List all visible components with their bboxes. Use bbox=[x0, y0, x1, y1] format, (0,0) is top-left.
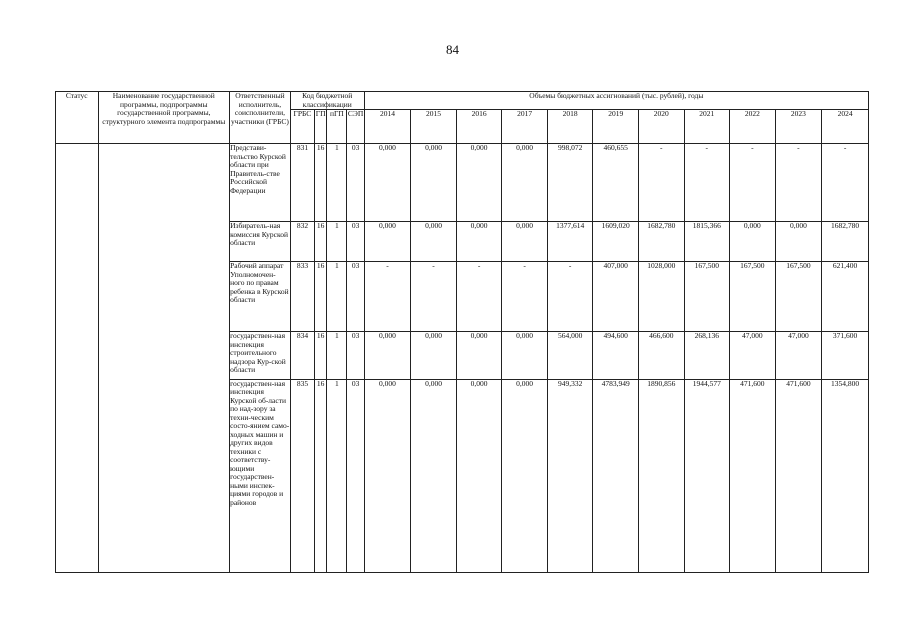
header-name: Наименование государственной программы, подпрограммы государственной программы, структурного элемента подпрограммы bbox=[98, 92, 230, 144]
executor-cell: Представи-тельство Курской области при Правитель-стве Российской Федерации bbox=[230, 144, 291, 222]
header-code-group: Код бюджетной классификации bbox=[290, 92, 364, 110]
value-cell: 1944,577 bbox=[684, 379, 730, 572]
value-cell: 0,000 bbox=[411, 144, 457, 222]
header-year: 2024 bbox=[822, 110, 869, 144]
value-cell: 0,000 bbox=[456, 144, 502, 222]
value-cell: - bbox=[775, 144, 822, 222]
code-cell: 16 bbox=[315, 262, 327, 332]
value-cell: 466,600 bbox=[638, 332, 684, 379]
page-number: 84 bbox=[446, 42, 459, 57]
value-cell: 4783,949 bbox=[593, 379, 639, 572]
code-cell: 03 bbox=[347, 144, 364, 222]
value-cell: 0,000 bbox=[456, 332, 502, 379]
header-year: 2018 bbox=[547, 110, 593, 144]
value-cell: 167,500 bbox=[775, 262, 822, 332]
header-year: 2022 bbox=[730, 110, 776, 144]
table-row bbox=[56, 144, 869, 222]
header-code-sep: СЭП bbox=[347, 110, 364, 144]
value-cell: 1377,614 bbox=[547, 222, 593, 262]
value-cell: - bbox=[822, 144, 869, 222]
name-cell bbox=[98, 144, 230, 573]
value-cell: - bbox=[684, 144, 730, 222]
value-cell: 1890,856 bbox=[638, 379, 684, 572]
code-cell: 1 bbox=[327, 222, 347, 262]
code-cell: 833 bbox=[290, 262, 314, 332]
executor-cell: государствен-ная инспекция Курской об-ласти по над-зору за техни-ческим состо-янием само-ходных машин и других видов техники с соответству-ющими государствен-ными инспек-циями городов и районов bbox=[230, 379, 291, 572]
value-cell: 471,600 bbox=[775, 379, 822, 572]
budget-table bbox=[55, 91, 869, 573]
value-cell: 949,332 bbox=[547, 379, 593, 572]
code-cell: 16 bbox=[315, 144, 327, 222]
value-cell: 1028,000 bbox=[638, 262, 684, 332]
value-cell: 47,000 bbox=[730, 332, 776, 379]
value-cell: 460,655 bbox=[593, 144, 639, 222]
value-cell: 1609,020 bbox=[593, 222, 639, 262]
header-year: 2023 bbox=[775, 110, 822, 144]
code-cell: 16 bbox=[315, 332, 327, 379]
value-cell: 0,000 bbox=[456, 379, 502, 572]
code-cell: 1 bbox=[327, 262, 347, 332]
value-cell: 0,000 bbox=[456, 222, 502, 262]
value-cell: 1682,780 bbox=[822, 222, 869, 262]
header-year: 2016 bbox=[456, 110, 502, 144]
value-cell: 407,000 bbox=[593, 262, 639, 332]
value-cell: - bbox=[364, 262, 411, 332]
code-cell: 834 bbox=[290, 332, 314, 379]
value-cell: - bbox=[547, 262, 593, 332]
code-cell: 03 bbox=[347, 379, 364, 572]
code-cell: 03 bbox=[347, 332, 364, 379]
value-cell: 167,500 bbox=[730, 262, 776, 332]
value-cell: 0,000 bbox=[411, 222, 457, 262]
value-cell: - bbox=[502, 262, 548, 332]
value-cell: 0,000 bbox=[364, 379, 411, 572]
code-cell: 03 bbox=[347, 262, 364, 332]
value-cell: 0,000 bbox=[775, 222, 822, 262]
code-cell: 03 bbox=[347, 222, 364, 262]
value-cell: 0,000 bbox=[502, 144, 548, 222]
header-volumes-group: Объемы бюджетных ассигнований (тыс. рублей), годы bbox=[364, 92, 868, 110]
value-cell: 167,500 bbox=[684, 262, 730, 332]
value-cell: 0,000 bbox=[411, 379, 457, 572]
header-code-pgp: пГП bbox=[327, 110, 347, 144]
value-cell: 0,000 bbox=[730, 222, 776, 262]
code-cell: 1 bbox=[327, 144, 347, 222]
value-cell: 1815,366 bbox=[684, 222, 730, 262]
code-cell: 835 bbox=[290, 379, 314, 572]
value-cell: 0,000 bbox=[364, 222, 411, 262]
code-cell: 16 bbox=[315, 222, 327, 262]
header-code-grbs: ГРБС bbox=[290, 110, 314, 144]
value-cell: 0,000 bbox=[502, 222, 548, 262]
code-cell: 831 bbox=[290, 144, 314, 222]
value-cell: 494,600 bbox=[593, 332, 639, 379]
status-cell bbox=[56, 144, 99, 573]
header-year: 2019 bbox=[593, 110, 639, 144]
value-cell: 471,600 bbox=[730, 379, 776, 572]
header-year: 2017 bbox=[502, 110, 548, 144]
value-cell: 0,000 bbox=[364, 332, 411, 379]
code-cell: 1 bbox=[327, 332, 347, 379]
value-cell: 371,600 bbox=[822, 332, 869, 379]
header-executor: Ответственный исполнитель, соисполнители, участники (ГРБС) bbox=[230, 92, 291, 144]
value-cell: - bbox=[411, 262, 457, 332]
code-cell: 16 bbox=[315, 379, 327, 572]
header-status: Статус bbox=[56, 92, 99, 144]
code-cell: 832 bbox=[290, 222, 314, 262]
value-cell: - bbox=[456, 262, 502, 332]
header-year: 2021 bbox=[684, 110, 730, 144]
value-cell: 268,136 bbox=[684, 332, 730, 379]
executor-cell: государствен-ная инспекция строительного надзора Кур-ской области bbox=[230, 332, 291, 379]
value-cell: - bbox=[638, 144, 684, 222]
value-cell: 0,000 bbox=[411, 332, 457, 379]
executor-cell: Избиратель-ная комиссия Курской области bbox=[230, 222, 291, 262]
code-cell: 1 bbox=[327, 379, 347, 572]
header-year: 2015 bbox=[411, 110, 457, 144]
header-year: 2014 bbox=[364, 110, 411, 144]
header-year: 2020 bbox=[638, 110, 684, 144]
value-cell: 1354,800 bbox=[822, 379, 869, 572]
value-cell: 998,072 bbox=[547, 144, 593, 222]
header-code-gp: ГП bbox=[315, 110, 327, 144]
value-cell: 47,000 bbox=[775, 332, 822, 379]
value-cell: 0,000 bbox=[502, 379, 548, 572]
value-cell: 564,000 bbox=[547, 332, 593, 379]
value-cell: 621,400 bbox=[822, 262, 869, 332]
value-cell: 0,000 bbox=[364, 144, 411, 222]
value-cell: 1682,780 bbox=[638, 222, 684, 262]
executor-cell: Рабочий аппарат Уполномочен-ного по правам ребенка в Курской области bbox=[230, 262, 291, 332]
value-cell: - bbox=[730, 144, 776, 222]
value-cell: 0,000 bbox=[502, 332, 548, 379]
